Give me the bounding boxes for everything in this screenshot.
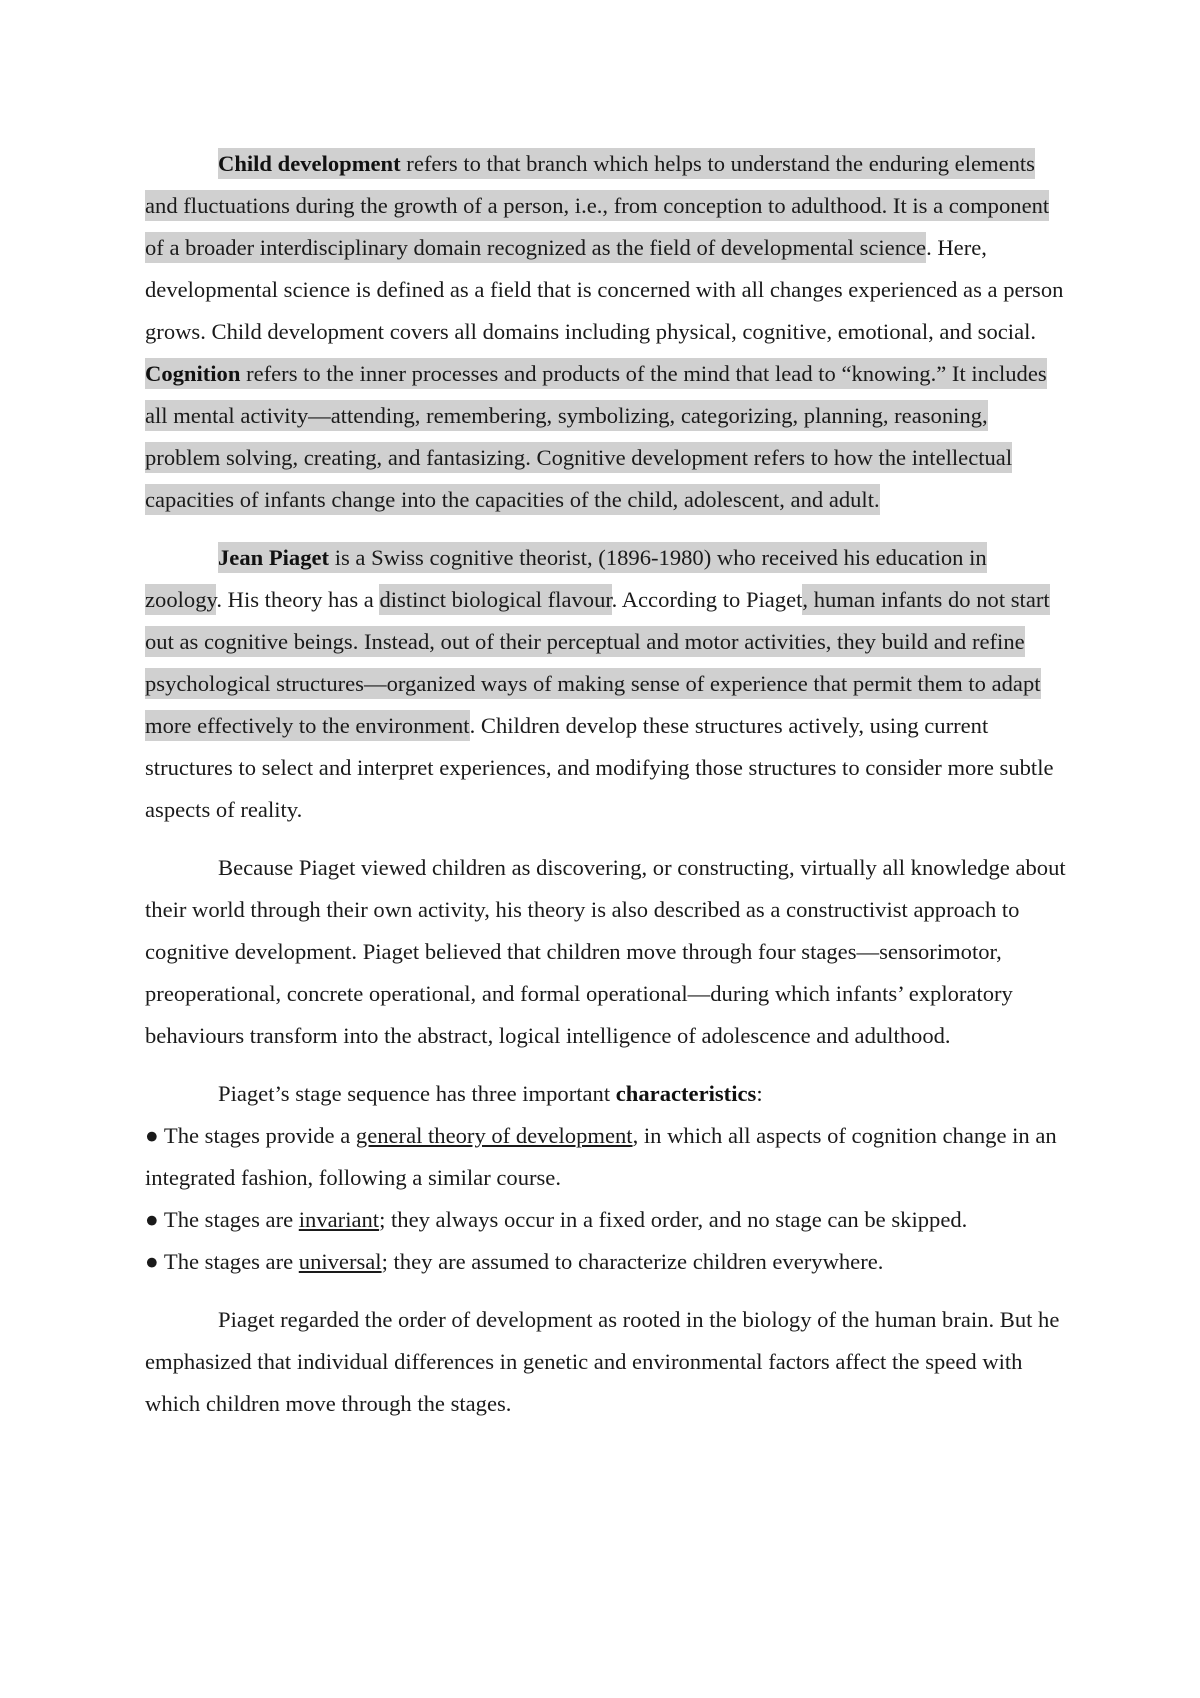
- text-span: . According to Piaget: [611, 587, 803, 612]
- highlight-span: distinct biological flavour: [379, 584, 611, 615]
- bold-term-child-development: Child development: [218, 151, 401, 176]
- bullet-icon: ●: [145, 1123, 159, 1148]
- bullet-icon: ●: [145, 1207, 159, 1232]
- highlight-span: [145, 358, 1047, 515]
- text-span: The stages are: [158, 1207, 299, 1232]
- highlight-span: , human infants do not start out as cognitive beings. Instead, out of their perceptual and motor activities, they build and refine psychological structures—organized ways of making sense of experience that permit them to adapt more effectively to the environment: [145, 584, 1050, 741]
- text-span: The stages are: [158, 1249, 299, 1274]
- bullet-icon: ●: [145, 1249, 159, 1274]
- text-span: . Here, developmental science is defined as a field that is concerned with all changes experienced as a person grows. Child development covers all domains including physical, cognitive, emotional, and social.: [145, 235, 1064, 344]
- text-span: . Children develop these structures actively, using current structures to select and interpret experiences, and modifying those structures to consider more subtle aspects of reality.: [145, 713, 1054, 822]
- paragraph-characteristics-lead: [145, 1073, 1067, 1115]
- text-span: refers to that branch which helps to understand the enduring elements and fluctuations during the growth of a person, i.e., from conception to adulthood. It is a component of a broader interdisciplinary domain recognized as the field of developmental science: [145, 151, 1050, 260]
- list-item: [145, 1241, 1067, 1283]
- text-span: :: [756, 1081, 763, 1106]
- text-span: ; they always occur in a fixed order, and no stage can be skipped.: [379, 1207, 968, 1232]
- text-span: . His theory has a: [216, 587, 380, 612]
- underlined-term: invariant: [298, 1207, 380, 1232]
- characteristics-list: [145, 1115, 1067, 1283]
- bold-term-jean-piaget: Jean Piaget: [218, 545, 330, 570]
- underlined-term: universal: [298, 1249, 382, 1274]
- highlight-span: [145, 148, 1049, 263]
- list-item: [145, 1199, 1067, 1241]
- text-span: is a Swiss cognitive theorist, (1896-1980) who received his education in zoology: [145, 545, 987, 612]
- text-span: ; they are assumed to characterize children everywhere.: [381, 1249, 884, 1274]
- bold-term-characteristics: characteristics: [615, 1081, 757, 1106]
- text-span: , in which all aspects of cognition change in an integrated fashion, following a similar course.: [145, 1123, 1057, 1190]
- paragraph-biology: Piaget regarded the order of development as rooted in the biology of the human brain. But he emphasized that individual differences in genetic and environmental factors affect the speed with which children move through the stages.: [145, 1307, 1060, 1416]
- paragraph-constructivist: Because Piaget viewed children as discovering, or constructing, virtually all knowledge about their world through their own activity, his theory is also described as a constructivist approach to cognitive development. Piaget believed that children move through four stages—sensorimotor, preoperational, concrete operational, and formal operational—during which infants’ exploratory behaviours transform into the abstract, logical intelligence of adolescence and adulthood.: [145, 855, 1066, 1048]
- bold-term-cognition: Cognition: [145, 361, 241, 386]
- text-span: refers to the inner processes and products of the mind that lead to “knowing.” It includes all mental activity—attending, remembering, symbolizing, categorizing, planning, reasoning, problem solving, creating, and fantasizing. Cognitive development refers to how the intellectual capacities of infants change into the capacities of the child, adolescent, and adult.: [145, 361, 1047, 512]
- text-span: The stages provide a: [158, 1123, 356, 1148]
- document-body: [145, 143, 1067, 1425]
- paragraph-child-development: [145, 143, 1067, 521]
- text-span: Piaget’s stage sequence has three important: [218, 1081, 616, 1106]
- underlined-term: general theory of development: [355, 1123, 633, 1148]
- list-item: [145, 1115, 1067, 1199]
- paragraph-jean-piaget: [145, 537, 1067, 831]
